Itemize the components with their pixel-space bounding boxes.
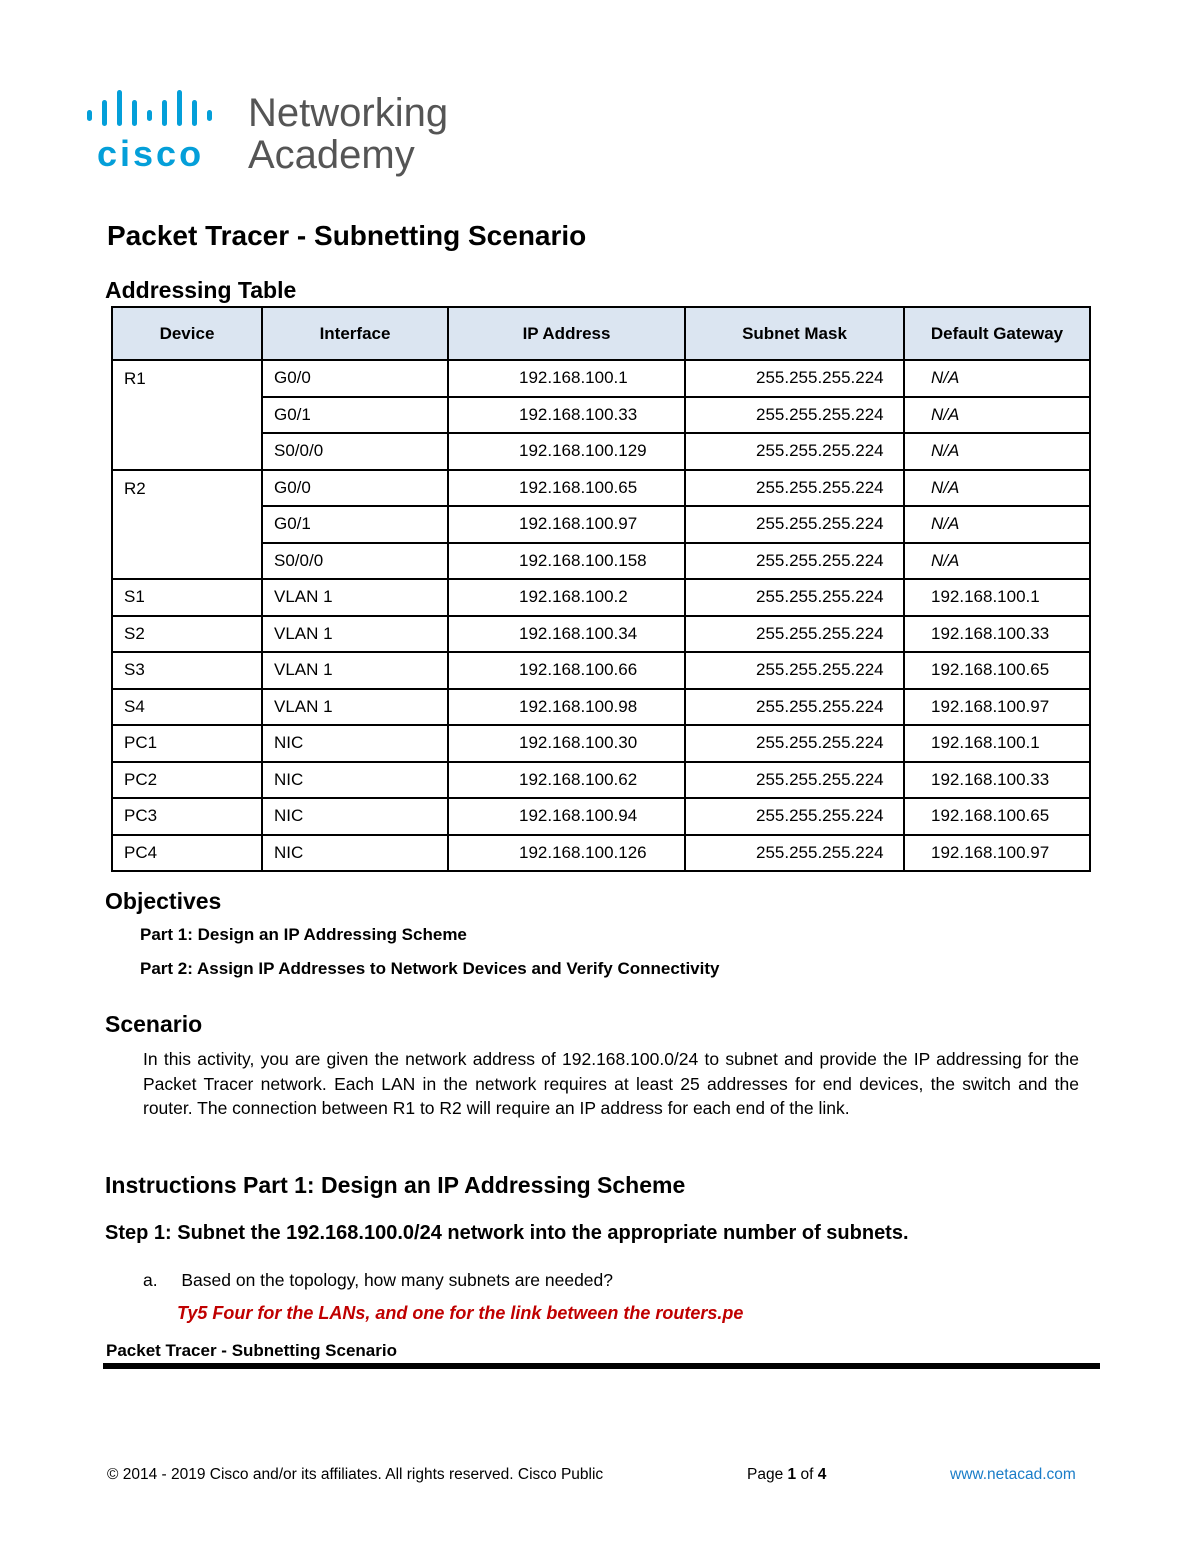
addressing-table-heading: Addressing Table: [105, 277, 297, 303]
question-a: [143, 1270, 613, 1291]
interface-cell: VLAN 1: [262, 652, 448, 689]
table-row: [112, 652, 1090, 689]
ip-cell: 192.168.100.94: [448, 798, 685, 835]
ip-cell: 192.168.100.2: [448, 579, 685, 616]
device-cell: R2: [112, 470, 262, 580]
interface-cell: NIC: [262, 798, 448, 835]
interface-cell: S0/0/0: [262, 433, 448, 470]
objective-part2: Part 2: Assign IP Addresses to Network Devices and Verify Connectivity: [140, 959, 720, 978]
gateway-cell: N/A: [904, 433, 1090, 470]
table-row: [112, 579, 1090, 616]
column-header-interface: Interface: [262, 307, 448, 360]
table-row: [112, 835, 1090, 872]
gateway-cell: N/A: [904, 543, 1090, 580]
table-row: [112, 689, 1090, 726]
interface-cell: VLAN 1: [262, 579, 448, 616]
interface-cell: NIC: [262, 725, 448, 762]
cisco-logo-icon: [85, 88, 485, 183]
column-header-subnet-mask: Subnet Mask: [685, 307, 904, 360]
ip-cell: 192.168.100.1: [448, 360, 685, 397]
mask-cell: 255.255.255.224: [685, 470, 904, 507]
table-row: [112, 360, 1090, 397]
device-cell: PC2: [112, 762, 262, 799]
interface-cell: S0/0/0: [262, 543, 448, 580]
interface-cell: G0/0: [262, 360, 448, 397]
mask-cell: 255.255.255.224: [685, 433, 904, 470]
footer-url-link[interactable]: www.netacad.com: [950, 1466, 1076, 1483]
ip-cell: 192.168.100.30: [448, 725, 685, 762]
gateway-cell: N/A: [904, 360, 1090, 397]
page-current: 1: [787, 1466, 797, 1483]
table-row: [112, 470, 1090, 507]
mask-cell: 255.255.255.224: [685, 689, 904, 726]
footer-copyright: © 2014 - 2019 Cisco and/or its affiliates. All rights reserved. Cisco Public: [107, 1466, 604, 1483]
table-row: [112, 616, 1090, 653]
interface-cell: NIC: [262, 835, 448, 872]
interface-cell: VLAN 1: [262, 616, 448, 653]
list-marker: a.: [143, 1270, 158, 1290]
page-of-label: of: [800, 1466, 814, 1483]
mask-cell: 255.255.255.224: [685, 506, 904, 543]
gateway-cell: 192.168.100.33: [904, 616, 1090, 653]
column-header-default-gateway: Default Gateway: [904, 307, 1090, 360]
device-cell: S1: [112, 579, 262, 616]
gateway-cell: N/A: [904, 506, 1090, 543]
page-label: Page: [747, 1466, 784, 1483]
gateway-cell: 192.168.100.1: [904, 579, 1090, 616]
logo-networking-text: Networking: [248, 91, 449, 135]
ip-cell: 192.168.100.129: [448, 433, 685, 470]
interface-cell: VLAN 1: [262, 689, 448, 726]
mask-cell: 255.255.255.224: [685, 652, 904, 689]
mask-cell: 255.255.255.224: [685, 360, 904, 397]
answer-a: Ty5 Four for the LANs, and one for the link between the routers.pe: [177, 1303, 744, 1323]
table-row: [112, 798, 1090, 835]
page-total: 4: [817, 1466, 827, 1483]
table-header-row: [112, 307, 1090, 360]
footer-page-number: [747, 1466, 826, 1484]
device-cell: S2: [112, 616, 262, 653]
gateway-cell: 192.168.100.65: [904, 652, 1090, 689]
mask-cell: 255.255.255.224: [685, 616, 904, 653]
addressing-table: [111, 306, 1091, 872]
ip-cell: 192.168.100.33: [448, 397, 685, 434]
device-cell: PC1: [112, 725, 262, 762]
scenario-paragraph: In this activity, you are given the network address of 192.168.100.0/24 to subnet and provide the IP addressing for the Packet Tracer network. Each LAN in the network requires at least 25 addresses for end devices, the switch and the router. The connection between R1 to R2 will require an IP address for each end of the link.: [143, 1049, 1079, 1118]
gateway-cell: N/A: [904, 397, 1090, 434]
device-cell: PC3: [112, 798, 262, 835]
gateway-cell: N/A: [904, 470, 1090, 507]
column-header-device: Device: [112, 307, 262, 360]
device-cell: S4: [112, 689, 262, 726]
table-row: [112, 762, 1090, 799]
ip-cell: 192.168.100.66: [448, 652, 685, 689]
page-title: Packet Tracer - Subnetting Scenario: [107, 220, 587, 251]
cisco-networking-academy-logo: [85, 88, 485, 183]
interface-cell: G0/1: [262, 397, 448, 434]
gateway-cell: 192.168.100.97: [904, 689, 1090, 726]
gateway-cell: 192.168.100.97: [904, 835, 1090, 872]
device-cell: R1: [112, 360, 262, 470]
ip-cell: 192.168.100.98: [448, 689, 685, 726]
logo-academy-text: Academy: [248, 133, 415, 177]
mask-cell: 255.255.255.224: [685, 762, 904, 799]
ip-cell: 192.168.100.126: [448, 835, 685, 872]
objective-part1: Part 1: Design an IP Addressing Scheme: [140, 925, 467, 944]
mask-cell: 255.255.255.224: [685, 579, 904, 616]
device-cell: S3: [112, 652, 262, 689]
gateway-cell: 192.168.100.65: [904, 798, 1090, 835]
interface-cell: NIC: [262, 762, 448, 799]
ip-cell: 192.168.100.34: [448, 616, 685, 653]
instructions-heading: Instructions Part 1: Design an IP Addressing Scheme: [105, 1172, 686, 1198]
ip-cell: 192.168.100.158: [448, 543, 685, 580]
interface-cell: G0/0: [262, 470, 448, 507]
table-row: [112, 725, 1090, 762]
ip-cell: 192.168.100.62: [448, 762, 685, 799]
running-header: Packet Tracer - Subnetting Scenario: [106, 1341, 397, 1360]
mask-cell: 255.255.255.224: [685, 798, 904, 835]
mask-cell: 255.255.255.224: [685, 725, 904, 762]
step1-heading: Step 1: Subnet the 192.168.100.0/24 network into the appropriate number of subnets.: [105, 1222, 909, 1244]
question-a-text: Based on the topology, how many subnets are needed?: [181, 1270, 614, 1290]
mask-cell: 255.255.255.224: [685, 543, 904, 580]
objectives-heading: Objectives: [105, 888, 222, 914]
interface-cell: G0/1: [262, 506, 448, 543]
ip-cell: 192.168.100.97: [448, 506, 685, 543]
column-header-ip-address: IP Address: [448, 307, 685, 360]
gateway-cell: 192.168.100.1: [904, 725, 1090, 762]
device-cell: PC4: [112, 835, 262, 872]
header-rule: [103, 1363, 1100, 1369]
scenario-heading: Scenario: [105, 1011, 203, 1037]
mask-cell: 255.255.255.224: [685, 397, 904, 434]
gateway-cell: 192.168.100.33: [904, 762, 1090, 799]
mask-cell: 255.255.255.224: [685, 835, 904, 872]
logo-wordmark: cisco: [97, 133, 205, 174]
ip-cell: 192.168.100.65: [448, 470, 685, 507]
